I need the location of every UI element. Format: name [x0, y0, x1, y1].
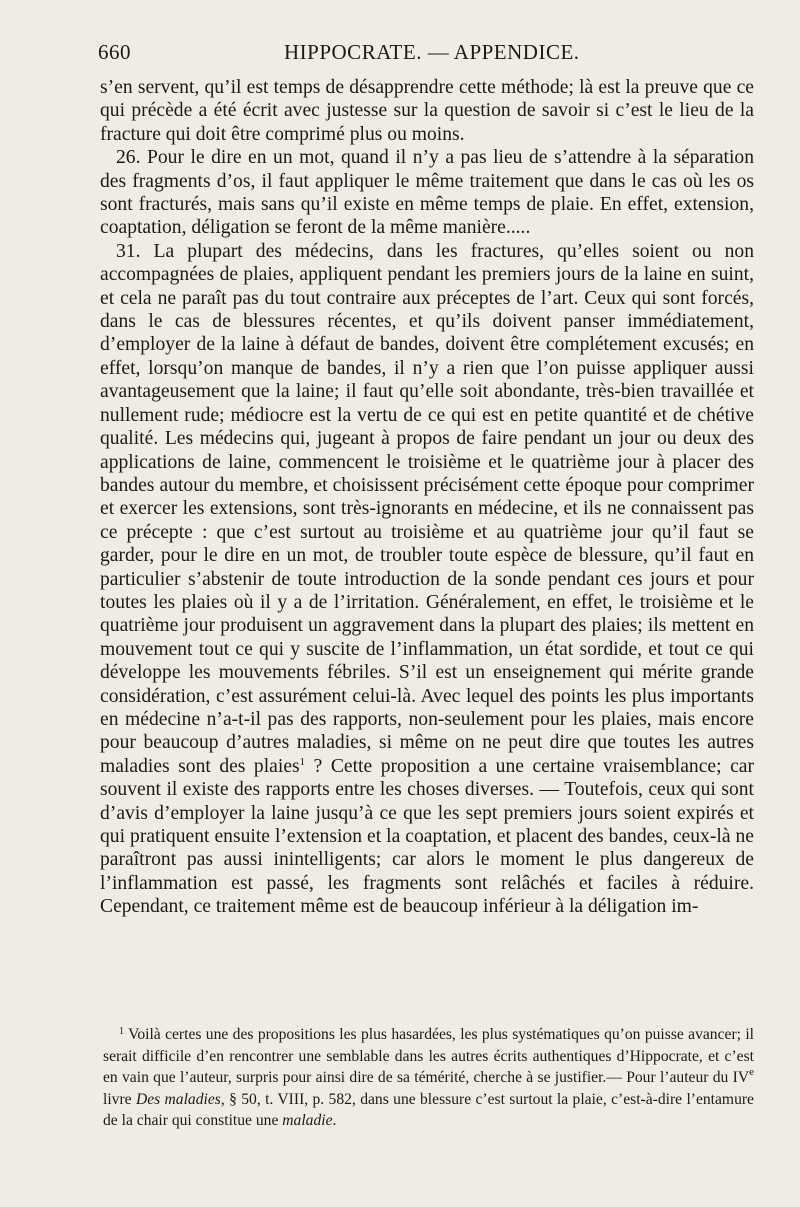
page-header — [98, 40, 754, 70]
paragraph-text: La plupart des médecins, dans les fractures, qu’elles soient ou non accompagnées de plaies, appliquent pendant les premiers jours de la laine en suint, et cela ne paraît pas du tout contraire aux préceptes de l’art. Ceux qui sont forcés, dans le cas de blessures récentes, et qu’ils doivent panser immédiatement, d’employer de la laine à défaut de bandes, doivent être complétement excusés; en effet, lorsqu’on manque de bandes, il n’y a rien que l’on puisse appliquer aussi avantageusement que la laine; il faut qu’elle soit abondante, très-bien travaillée et nullement rude; médiocre est la vertu de ce qui est en petite quantité et de chétive qualité. Les médecins qui, jugeant à propos de faire pendant un jour ou deux des applications de laine, commencent le troisième et le quatrième jour à placer des bandes autour du membre, et choisissent précisément cette époque pour comprimer et exercer les extensions, sont très-ignorants en médecine, et ils ne connaissent pas ce précepte : que c’est surtout au troisième et au quatrième jour qu’il faut se garder, pour le dire en un mot, de troubler toute espèce de blessure, qu’il faut en particulier s’abstenir de toute introduction de la sonde pendant ces jours et pour toutes les plaies où il y a de l’irritation. Généralement, en effet, le troisième et le quatrième jour produisent un aggravement dans la plupart des plaies; ils mettent en mouvement tout ce qui y suscite de l’inflammation, un état sordide, et tout ce qui développe les mouvements fébriles. S’il est un enseignement qui mérite grande considération, c’est assurément celui-là. Avec lequel des points les plus importants en médecine n’a-t-il pas des rapports, non-seulement pour les plaies, mais encore pour beaucoup d’autres maladies, si même on ne peut dire que toutes les autres maladies sont des plaies — [100, 240, 754, 777]
page-number: 660 — [98, 40, 131, 64]
paragraph-text-continued: ? Cette proposition a une certaine vraisemblance; car souvent il existe des rapports entre les choses diverses. — Toutefois, ceux qui sont d’avis d’employer la laine jusqu’à ce que les sept premiers jours soient expirés et qui pratiquent ensuite l’extension et la coaptation, et placent des bandes, ceux-là ne paraîtront pas aussi inintelligents; car alors le moment le plus dangereux de l’inflammation est passé, les fragments sont relâchés et faciles à réduire. Cependant, ce traitement même est de beaucoup inférieur à la déligation im- — [100, 755, 754, 918]
footnote-text: Voilà certes une des propositions les plus hasardées, les plus systématiques qu’on puisse avancer; il serait difficile d’en rencontrer une semblable dans les autres écrits authentiques d’Hippocrate, et c’est en vain que l’auteur, surpris pour ainsi dire de sa témérité, cherche à se justifier.— Pour l’auteur du IV — [103, 1026, 754, 1087]
footnote-italic-word: maladie — [282, 1112, 333, 1130]
paragraph-continuation — [100, 76, 754, 146]
paragraph-number: 26. — [116, 147, 141, 169]
paragraph-text: s’en servent, qu’il est temps de désapprendre cette méthode; là est la preuve que ce qui précède a été écrit avec justesse sur la question de savoir si c’est le lieu de la fracture qui doit être comprimé plus ou moins. — [100, 77, 754, 145]
paragraph-26 — [100, 146, 754, 240]
footnote-book-title: Des maladies — [135, 1090, 221, 1108]
footnote-text: . — [332, 1112, 337, 1130]
paragraph-number: 31. — [116, 240, 141, 262]
footnote-text: , § 50, t. VIII, p. 582, dans une blessure c’est surtout la plaie, c’est-à-dire l’entamure de la chair qui constitue une — [103, 1090, 754, 1130]
paragraph-31 — [100, 240, 754, 919]
footnotes — [103, 1021, 754, 1132]
footnote-marker: 1 — [119, 1026, 124, 1037]
footnote-text: livre — [103, 1090, 136, 1108]
footnote-1 — [103, 1021, 754, 1132]
paragraph-text: Pour le dire en un mot, quand il n’y a pas lieu de s’attendre à la séparation des fragments d’os, il faut appliquer le même traitement que dans le cas où les os sont fracturés, mais sans qu’il existe en même temps de plaie. En effet, extension, coaptation, déligation se feront de la même manière..... — [100, 147, 754, 239]
running-head: HIPPOCRATE. — APPENDICE. — [284, 40, 580, 64]
footnote-superscript: e — [749, 1066, 754, 1079]
body-text — [100, 76, 754, 919]
footnote-reference: 1 — [299, 755, 306, 768]
